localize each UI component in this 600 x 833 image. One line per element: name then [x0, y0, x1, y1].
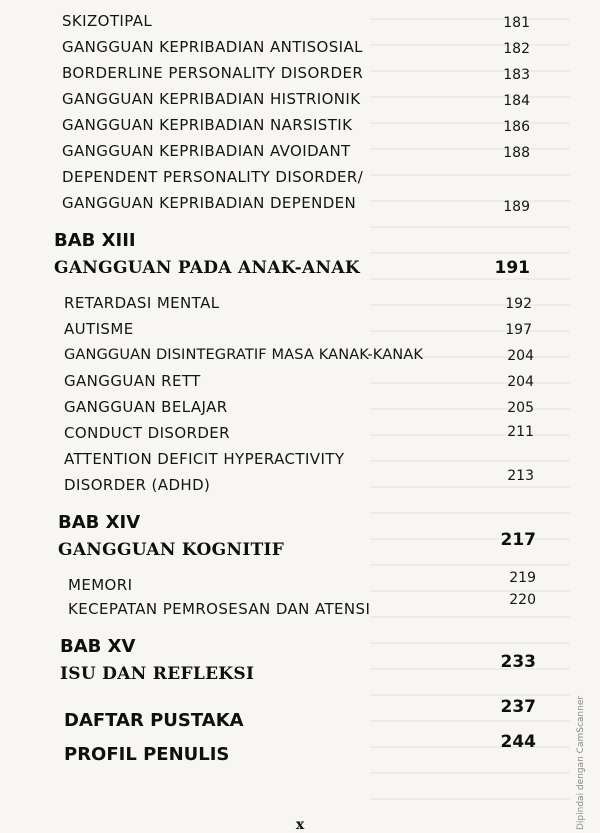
entry-page: 213	[507, 468, 534, 484]
chapter-page: 233	[500, 652, 536, 672]
entry-title: GANGGUAN KEPRIBADIAN HISTRIONIK	[62, 90, 361, 108]
chapter-label: BAB XV	[60, 636, 136, 657]
back-matter-title: DAFTAR PUSTAKA	[64, 710, 244, 731]
entry-title: GANGGUAN KEPRIBADIAN ANTISOSIAL	[62, 38, 363, 56]
back-matter-page: 237	[500, 697, 536, 717]
chapter-title: ISU DAN REFLEKSI	[60, 664, 255, 684]
entry-page: 181	[503, 15, 530, 31]
entry-page: 219	[509, 570, 536, 586]
entry-page: 204	[507, 348, 534, 364]
back-matter-page: 244	[500, 732, 536, 752]
entry-title: CONDUCT DISORDER	[64, 424, 231, 442]
chapter-title: GANGGUAN KOGNITIF	[58, 540, 285, 560]
entry-title: GANGGUAN KEPRIBADIAN AVOIDANT	[62, 142, 351, 160]
entry-title: GANGGUAN KEPRIBADIAN DEPENDEN	[62, 194, 357, 212]
entry-page: 192	[505, 296, 532, 312]
chapter-title: GANGGUAN PADA ANAK-ANAK	[54, 258, 360, 278]
entry-page: 189	[503, 199, 530, 215]
entry-page: 204	[507, 374, 534, 390]
entry-title: GANGGUAN RETT	[64, 372, 201, 390]
entry-title: GANGGUAN KEPRIBADIAN NARSISTIK	[62, 116, 353, 134]
entry-title: KECEPATAN PEMROSESAN DAN ATENSI	[68, 600, 371, 618]
entry-title: RETARDASI MENTAL	[64, 294, 220, 312]
entry-page: 211	[507, 424, 534, 440]
entry-title: GANGGUAN BELAJAR	[64, 398, 228, 416]
entry-title: DEPENDENT PERSONALITY DISORDER/	[62, 168, 364, 186]
entry-title: AUTISME	[64, 320, 134, 338]
entry-title: ATTENTION DEFICIT HYPERACTIVITY	[64, 450, 345, 468]
scanner-watermark: Dipindai dengan CamScanner	[576, 695, 586, 830]
entry-page: 197	[505, 322, 532, 338]
entry-title: MEMORI	[68, 576, 133, 594]
entry-title: BORDERLINE PERSONALITY DISORDER	[62, 64, 364, 82]
chapter-label: BAB XIII	[54, 230, 136, 251]
entry-page: 220	[509, 592, 536, 608]
entry-page: 183	[503, 67, 530, 83]
chapter-label: BAB XIV	[58, 512, 141, 533]
entry-page: 205	[507, 400, 534, 416]
entry-title: SKIZOTIPAL	[62, 12, 153, 30]
chapter-page: 217	[500, 530, 536, 550]
chapter-page: 191	[494, 258, 530, 278]
back-matter-title: PROFIL PENULIS	[64, 744, 230, 765]
entry-page: 182	[503, 41, 530, 57]
entry-page: 188	[503, 145, 530, 161]
page-number: x	[295, 817, 305, 833]
entry-page: 184	[503, 93, 530, 109]
entry-title: DISORDER (ADHD)	[64, 476, 211, 494]
entry-title: GANGGUAN DISINTEGRATIF MASA KANAK-KANAK	[64, 346, 424, 363]
entry-page: 186	[503, 119, 530, 135]
